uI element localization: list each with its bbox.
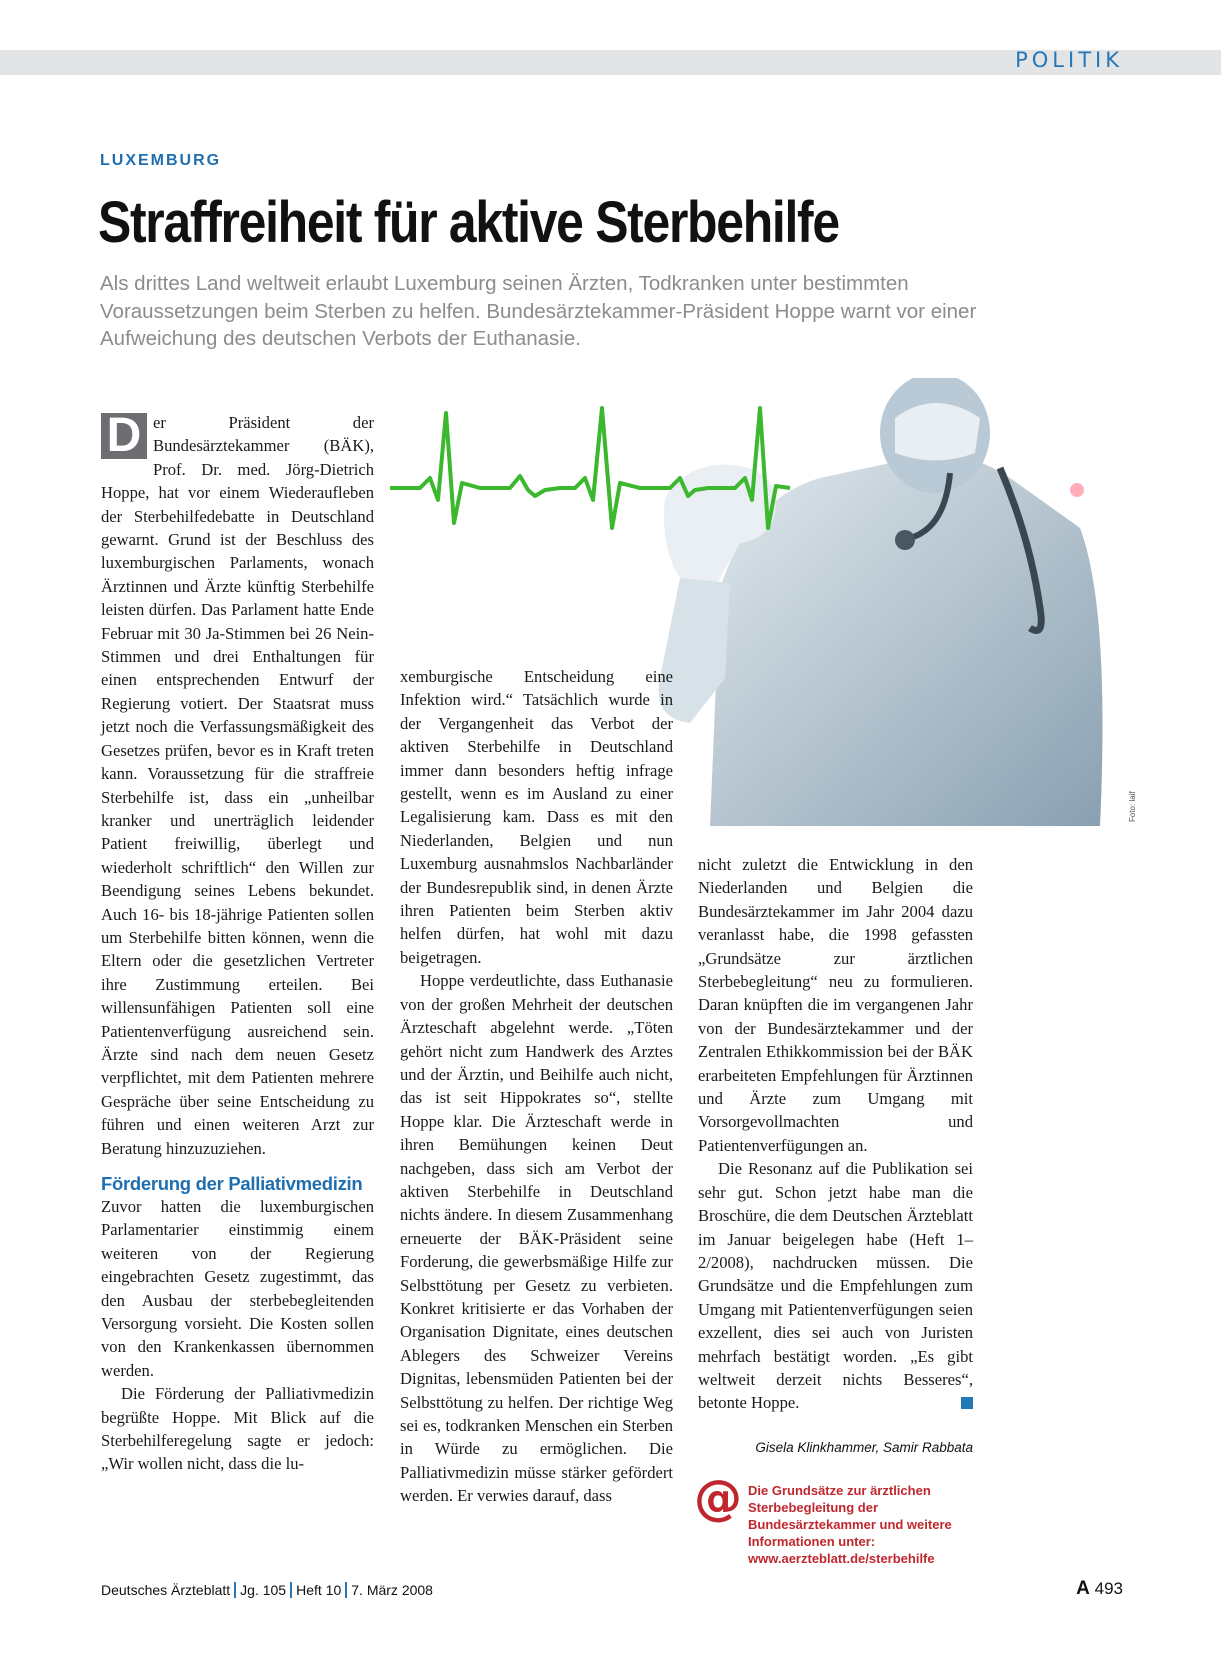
article-column-1 <box>101 411 374 1476</box>
web-info-box: Die Grundsätze zur ärztlichen Sterbebegleitung der Bundesärztekammer und weitere Informationen unter: www.aerzteblatt.de/sterbehilfe <box>748 1483 952 1566</box>
separator <box>345 1582 347 1598</box>
journal-volume: Jg. 105 <box>240 1582 287 1598</box>
page-number: A 493 <box>1076 1578 1123 1599</box>
paragraph: xemburgische Entscheidung eine Infektion wird.“ Tatsächlich wurde in der Vergangenheit das Verbot der aktiven Sterbehilfe in Deutschland immer dann besonders heftig infrage gestellt, wenn es im Ausland zu einer Legalisierung kam. Dass es mit den Niederlanden, Belgien und nun Luxemburg ausnahmslos Nachbarländer der Bundesrepublik sind, in denen Ärzte ihren Patienten beim Sterben aktiv helfen dürfen, hat wohl mit dazu beigetragen. <box>400 667 673 967</box>
journal-issue: Heft 10 <box>296 1582 342 1598</box>
end-mark-icon <box>961 1397 973 1409</box>
paragraph: Die Resonanz auf die Publikation sei sehr gut. Schon jetzt habe man die Broschüre, die dem Deutschen Ärzteblatt im Januar beigelegen habe (Heft 1–2/2008), nachdrucken müssen. Die Grundsätze und die Empfehlungen zum Umgang mit Patientenverfügungen seien exzellent, dies sei auch von Juristen mehrfach bestätigt worden. „Es gibt weltweit derzeit nichts Besseres“, betonte Hoppe. <box>698 1159 973 1413</box>
doctor-figure <box>659 378 1103 826</box>
page-footer <box>101 1582 433 1598</box>
at-sign-icon: @ <box>694 1470 742 1526</box>
paragraph: nicht zuletzt die Entwicklung in den Niederlanden und Belgien die Bundesärztekammer im Jahr 2004 dazu veranlasst habe, die 1998 gefassten „Grundsätze zur ärztlichen Sterbebegleitung“ neu zu formulieren. Daran knüpften die im vergangenen Jahr von der Bundesärztekammer und der Zentralen Ethikkommission bei der BÄK erarbeiteten Empfehlungen für Ärztinnen und Ärzte zum Umgang mit Vorsorgevollmachten und Patientenverfügungen an. <box>698 855 973 1155</box>
paragraph: Hoppe verdeutlichte, dass Euthanasie von der großen Mehrheit der deutschen Ärzteschaft abgelehnt werde. „Töten gehört nicht zum Handwerk des Arztes und der Ärztin, und Beihilfe auch nicht, das ist seit Hippokrates so“, stellte Hoppe klar. Die Ärzteschaft werde in ihren Bemühungen keinen Deut nachgeben, dass sich am Verbot der aktiven Sterbehilfe in Deutschland nichts ändere. In diesem Zusammenhang erneuerte der BÄK-Präsident seine Forderung, die gewerbsmäßige Hilfe zur Selbsttötung per Gesetz zu verbieten. Konkret kritisierte er das Vorhaben der Organisation Dignitate, eines deutschen Ablegers des Schweizer Vereins Dignitas, lebensmüden Patienten bei der Selbsttötung zu helfen. Der richtige Weg sei es, todkranken Menschen ein Sterben in Würde zu ermöglichen. Die Palliativmedizin müsse stärker gefördert werden. Er verwies darauf, dass <box>400 971 673 1506</box>
article-lead: Als drittes Land weltweit erlaubt Luxemburg seinen Ärzten, Todkranken unter bestimmten Voraussetzungen beim Sterben zu helfen. Bundesärztekammer-Präsident Hoppe warnt vor einer Aufweichung des deutschen Verbots der Euthanasie. <box>100 272 977 350</box>
paragraph: er Präsident der Bundesärztekammer (BÄK), Prof. Dr. med. Jörg-Dietrich Hoppe, hat vor einem Wiederaufleben der Sterbehilfedebatte in Deutschland gewarnt. Grund ist der Beschluss des luxemburgischen Parlaments, wonach Ärztinnen und Ärzte künftig Sterbehilfe leisten dürfen. Das Parlament hatte Ende Februar mit 30 Ja-Stimmen bei 26 Nein-Stimmen und drei Enthaltungen für einen entsprechenden Entwurf der Regierung votiert. Der Staatsrat muss jetzt noch die Verfassungsmäßigkeit des Gesetzes prüfen, bevor es in Kraft treten kann. Voraussetzung für die straffreie Sterbehilfe ist, dass ein „unheilbar kranker und unerträglich leidender Patient freiwillig, überlegt und wiederholt schriftlich“ den Willen zur Beendigung seines Lebens bekundet. Auch 16- bis 18-jährige Patienten sollen um Sterbehilfe bitten können, wenn die Eltern oder die gesetzlichen Vertreter ihre Zustimmung erteilen. Bei willensunfähigen Patienten soll eine Patientenverfügung ausreichend sein. Ärzte sind nach dem neuen Gesetz verpflichtet, mit dem Patienten mehrere Gespräche über seine Entscheidung zu führen und einen weiteren Arzt zur Beratung hinzuzuziehen. <box>101 413 374 1158</box>
photo-credit: Foto: laif <box>1128 791 1137 822</box>
journal-name: Deutsches Ärzteblatt <box>101 1582 231 1598</box>
paragraph: Zuvor hatten die luxemburgischen Parlamentarier einstimmig einem weiteren von der Regierung eingebrachten Gesetz zugestimmt, das den Ausbau der sterbebegleitenden Versorgung vorsieht. Die Kosten sollen von den Krankenkassen übernommen werden. <box>101 1197 374 1380</box>
paragraph: Die Förderung der Palliativmedizin begrüßte Hoppe. Mit Blick auf die Sterbehilferegelung sagte er jedoch: „Wir wollen nicht, dass die lu- <box>101 1384 374 1474</box>
article-title: Straffreiheit für aktive Sterbehilfe <box>98 190 839 255</box>
separator <box>234 1582 236 1598</box>
article-kicker: LUXEMBURG <box>100 152 222 169</box>
article-column-3 <box>698 853 973 1415</box>
drop-cap: D <box>101 413 147 459</box>
issue-date: 7. März 2008 <box>351 1582 433 1598</box>
separator <box>290 1582 292 1598</box>
article-column-2 <box>400 665 673 1508</box>
subheading: Förderung der Palliativmedizin <box>101 1173 363 1194</box>
section-label: POLITIK <box>1015 48 1123 72</box>
article-authors: Gisela Klinkhammer, Samir Rabbata <box>755 1440 973 1455</box>
